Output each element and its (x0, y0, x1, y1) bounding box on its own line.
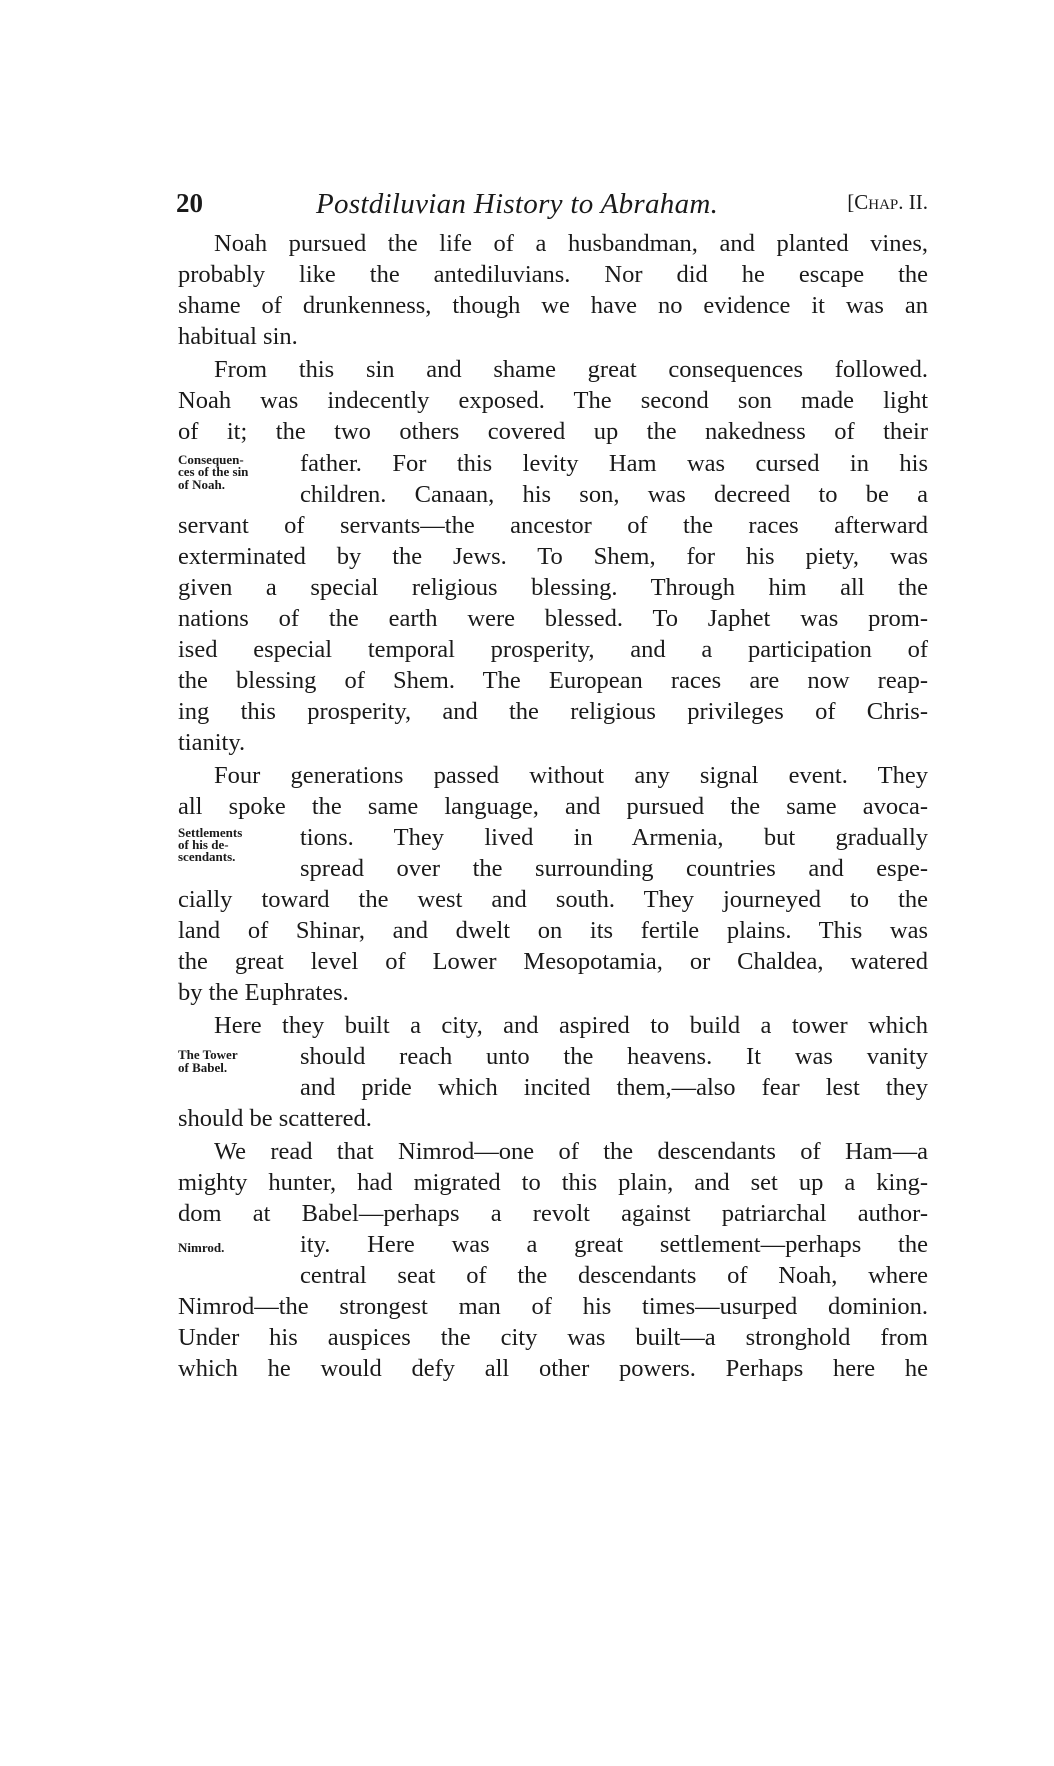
text-line: ing this prosperity, and the religious privileges of Chris- (178, 698, 928, 725)
text-line: tions. They lived in Armenia, but gradually (300, 824, 928, 851)
text-line: Noah pursued the life of a husbandman, and planted vines, (214, 230, 928, 257)
text-line: Noah was indecently exposed. The second son made light (178, 387, 928, 414)
text-line: We read that Nimrod—one of the descendants of Ham—a (214, 1138, 928, 1165)
text-line: all spoke the same language, and pursued the same avoca- (178, 793, 928, 820)
text-line: servant of servants—the ancestor of the races afterward (178, 512, 928, 539)
text-line: and pride which incited them,—also fear lest they (300, 1074, 928, 1101)
text-line: central seat of the descendants of Noah, where (300, 1262, 928, 1289)
text-line: tianity. (178, 729, 246, 756)
text-line: the great level of Lower Mesopotamia, or Chaldea, watered (178, 948, 928, 975)
text-line: father. For this levity Ham was cursed in his (300, 450, 928, 477)
text-line: Four generations passed without any signal event. They (214, 762, 928, 789)
text-line: mighty hunter, had migrated to this plain, and set up a king- (178, 1169, 928, 1196)
text-line: Here they built a city, and aspired to build a tower which (214, 1012, 928, 1039)
text-line: the blessing of Shem. The European races are now reap- (178, 667, 928, 694)
text-line: should reach unto the heavens. It was vanity (300, 1043, 928, 1070)
text-line: Under his auspices the city was built—a stronghold from (178, 1324, 928, 1351)
running-title: Postdiluvian History to Abraham. (316, 188, 719, 220)
margin-note: of Noah. (178, 477, 225, 492)
text-line: cially toward the west and south. They journeyed to the (178, 886, 928, 913)
margin-note: Nimrod. (178, 1240, 225, 1255)
text-line: which he would defy all other powers. Perhaps here he (178, 1355, 928, 1382)
margin-note: Settlements (178, 825, 243, 840)
text-line: ity. Here was a great settlement—perhaps the (300, 1231, 928, 1258)
text-line: nations of the earth were blessed. To Japhet was prom- (178, 605, 928, 632)
text-line: land of Shinar, and dwelt on its fertile plains. This was (178, 917, 928, 944)
text-line: children. Canaan, his son, was decreed to be a (300, 481, 928, 508)
page-number: 20 (176, 188, 203, 218)
chapter-reference: [Chap. II. (847, 190, 928, 214)
text-line: exterminated by the Jews. To Shem, for his piety, was (178, 543, 928, 570)
margin-note: scendants. (178, 849, 236, 864)
page-header (176, 188, 928, 228)
margin-note: of Babel. (178, 1060, 228, 1075)
margin-note: Consequen- (178, 452, 244, 467)
text-line: From this sin and shame great consequences followed. (214, 356, 928, 383)
margin-note: ces of the sin (178, 464, 249, 479)
text-line: spread over the surrounding countries and espe- (300, 855, 928, 882)
text-line: shame of drunkenness, though we have no evidence it was an (178, 292, 928, 319)
text-line: habitual sin. (178, 323, 298, 350)
text-line: ised especial temporal prosperity, and a participation of (178, 636, 928, 663)
text-line: by the Euphrates. (178, 979, 349, 1006)
text-line: should be scattered. (178, 1105, 372, 1132)
text-line: of it; the two others covered up the nakedness of their (178, 418, 928, 445)
text-line: Nimrod—the strongest man of his times—usurped dominion. (178, 1293, 928, 1320)
text-line: probably like the antediluvians. Nor did he escape the (178, 261, 928, 288)
text-line: dom at Babel—perhaps a revolt against patriarchal author- (178, 1200, 928, 1227)
margin-note: The Tower (178, 1047, 238, 1062)
text-line: given a special religious blessing. Through him all the (178, 574, 928, 601)
margin-note: of his de- (178, 837, 229, 852)
